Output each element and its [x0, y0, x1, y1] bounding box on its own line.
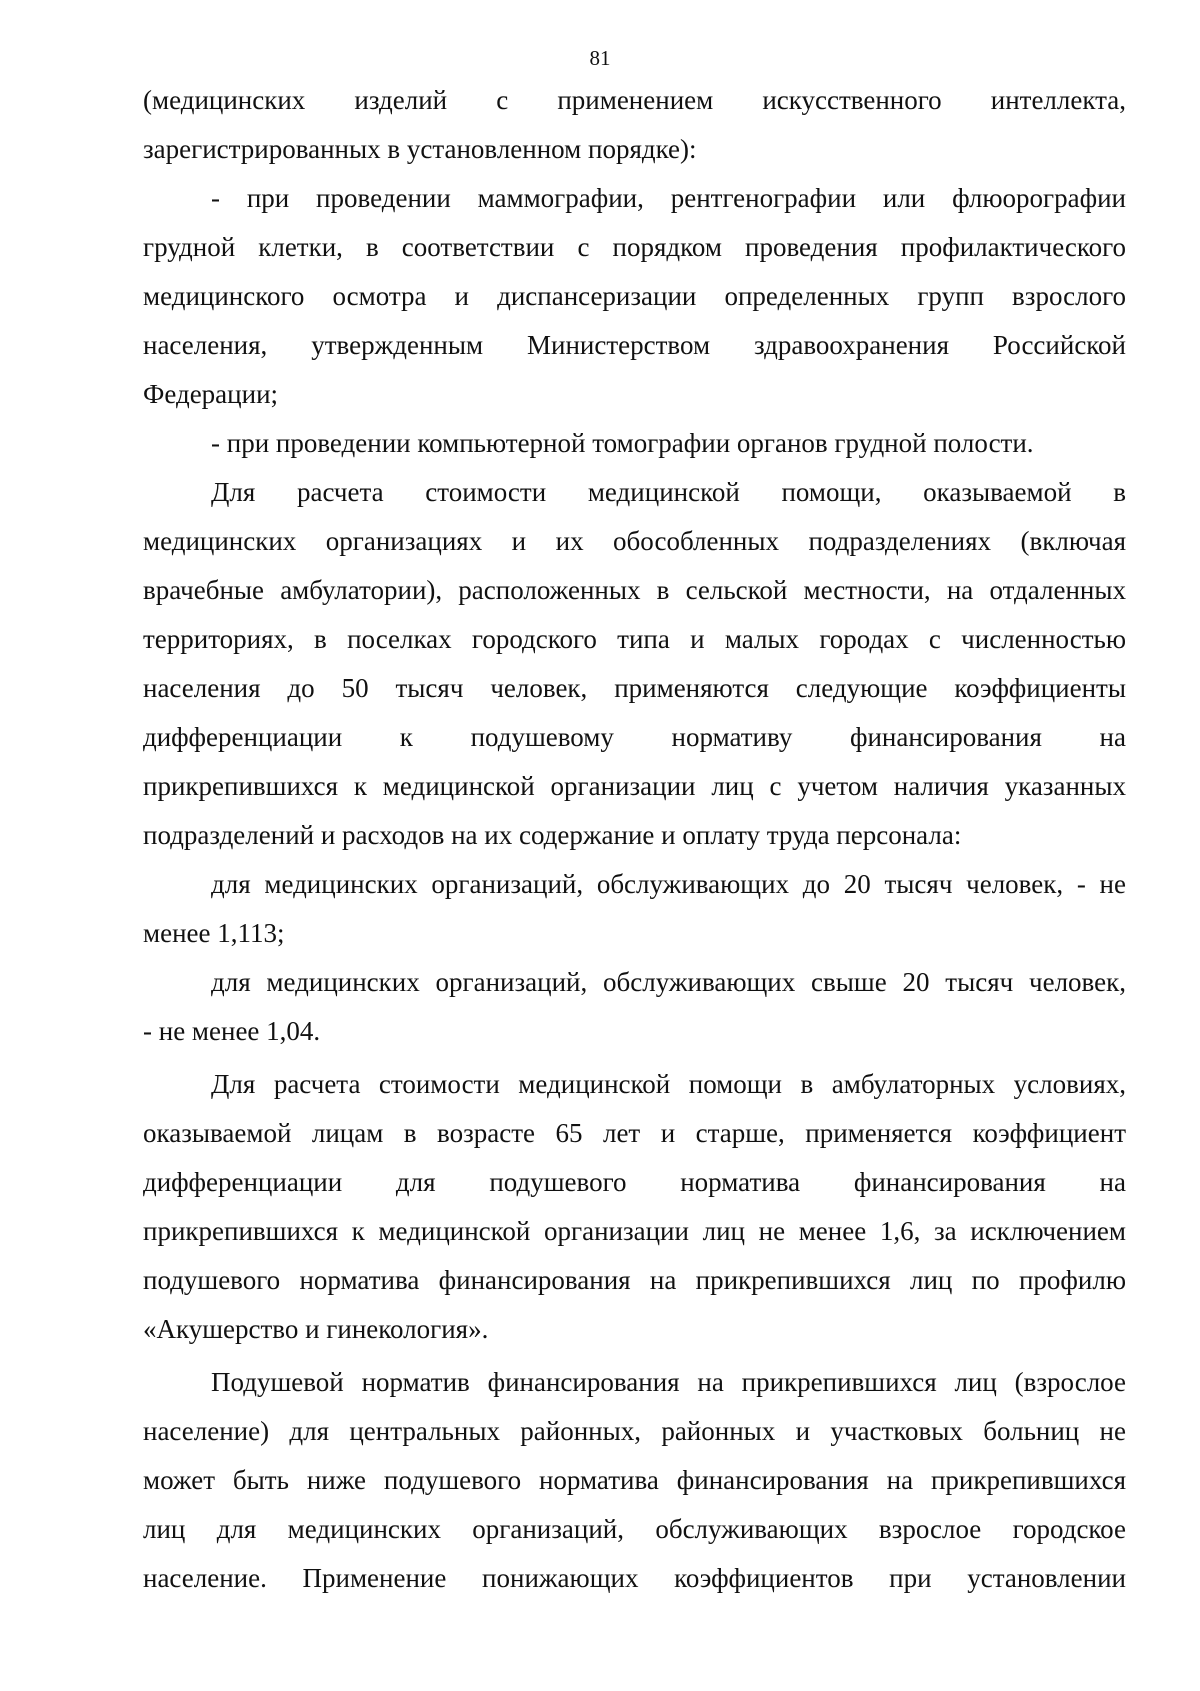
text-line: - при проведении компьютерной томографии органов грудной полости.	[211, 428, 1034, 458]
text-line: - не менее 1,04.	[143, 1016, 321, 1046]
text-line: Для расчета стоимости медицинской помощи в амбулаторных условиях,	[211, 1069, 1126, 1099]
text-line: лиц для медицинских организаций, обслуживающих взрослое городское	[143, 1514, 1126, 1544]
paragraph	[143, 1358, 1126, 1603]
text-line: дифференциации к подушевому нормативу финансирования на	[143, 722, 1126, 752]
text-line: врачебные амбулатории), расположенных в сельской местности, на отдаленных	[143, 575, 1126, 605]
text-line: Подушевой норматив финансирования на прикрепившихся лиц (взрослое	[211, 1367, 1126, 1397]
text-line: территориях, в поселках городского типа и малых городах с численностью	[143, 624, 1126, 654]
text-line: оказываемой лицам в возрасте 65 лет и старше, применяется коэффициент	[143, 1118, 1126, 1148]
text-line: население. Применение понижающих коэффициентов при установлении	[143, 1563, 1126, 1593]
text-line: подушевого норматива финансирования на прикрепившихся лиц по профилю	[143, 1265, 1126, 1295]
paragraph	[143, 174, 1126, 419]
page-number: 81	[589, 46, 611, 70]
text-line: населения, утвержденным Министерством здравоохранения Российской	[143, 330, 1126, 360]
text-line: - при проведении маммографии, рентгенографии или флюорографии	[211, 183, 1126, 213]
paragraph	[143, 958, 1126, 1056]
text-line: для медицинских организаций, обслуживающих свыше 20 тысяч человек,	[211, 967, 1126, 997]
text-line: Федерации;	[143, 379, 279, 409]
text-line: прикрепившихся к медицинской организации лиц не менее 1,6, за исключением	[143, 1216, 1126, 1246]
paragraph	[143, 468, 1126, 860]
text-line: дифференциации для подушевого норматива финансирования на	[143, 1167, 1126, 1197]
text-line: (медицинских изделий с применением искусственного интеллекта,	[143, 85, 1126, 115]
text-line: Для расчета стоимости медицинской помощи, оказываемой в	[211, 477, 1126, 507]
text-line: населения до 50 тысяч человек, применяются следующие коэффициенты	[143, 673, 1126, 703]
text-line: «Акушерство и гинекология».	[143, 1314, 489, 1344]
paragraph	[143, 419, 1126, 468]
paragraph	[143, 860, 1126, 958]
paragraph	[143, 76, 1126, 174]
text-line: может быть ниже подушевого норматива финансирования на прикрепившихся	[143, 1465, 1126, 1495]
text-line: зарегистрированных в установленном порядке):	[143, 134, 697, 164]
text-line: прикрепившихся к медицинской организации лиц с учетом наличия указанных	[143, 771, 1126, 801]
text-line: медицинского осмотра и диспансеризации определенных групп взрослого	[143, 281, 1126, 311]
document-body	[143, 76, 1126, 1603]
text-line: население) для центральных районных, районных и участковых больниц не	[143, 1416, 1126, 1446]
paragraph	[143, 1060, 1126, 1354]
text-line: менее 1,113;	[143, 918, 285, 948]
text-line: грудной клетки, в соответствии с порядком проведения профилактического	[143, 232, 1126, 262]
text-line: подразделений и расходов на их содержание и оплату труда персонала:	[143, 820, 962, 850]
text-line: для медицинских организаций, обслуживающих до 20 тысяч человек, - не	[211, 869, 1126, 899]
text-line: медицинских организациях и их обособленных подразделениях (включая	[143, 526, 1126, 556]
